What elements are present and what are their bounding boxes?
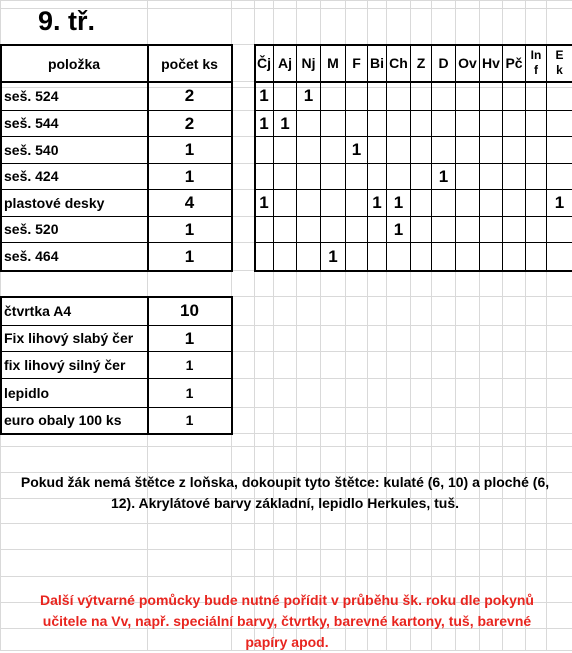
table-border [0, 270, 233, 272]
gridline [0, 523, 572, 524]
subject-cell[interactable] [368, 136, 386, 163]
subject-cell[interactable] [274, 163, 296, 189]
subject-cell[interactable] [255, 242, 273, 270]
subject-cell[interactable]: 1 [393, 193, 404, 212]
subject-cell[interactable] [411, 81, 431, 110]
subject-cell[interactable] [346, 242, 367, 270]
subject-cell[interactable] [368, 242, 386, 270]
count-cell[interactable]: 1 [184, 246, 195, 266]
subject-cell[interactable] [526, 189, 546, 216]
subject-cell[interactable]: 1 [372, 193, 382, 212]
subject-cell[interactable] [411, 136, 431, 163]
count-cell[interactable]: 1 [184, 219, 195, 239]
subject-header-3[interactable]: Nj [301, 55, 316, 71]
subject-cell[interactable] [411, 242, 431, 270]
subject-header-2[interactable]: Aj [278, 55, 292, 71]
subject-cell[interactable] [526, 136, 546, 163]
subject-cell[interactable] [411, 216, 431, 242]
subject-cell[interactable] [547, 136, 572, 163]
gridline [0, 549, 572, 550]
subject-cell[interactable] [387, 110, 410, 136]
count-cell[interactable]: 2 [184, 86, 195, 105]
subject-cell[interactable] [547, 110, 572, 136]
item-cell[interactable]: seš. 540 [4, 141, 59, 158]
subject-cell[interactable]: 1 [328, 246, 338, 266]
subject-cell[interactable] [480, 242, 502, 270]
subject-cell[interactable] [503, 242, 525, 270]
subject-header-14[interactable]: E k [555, 48, 564, 77]
subject-cell[interactable] [432, 216, 455, 242]
subject-cell[interactable]: 1 [280, 113, 290, 133]
subject-cell[interactable] [297, 110, 320, 136]
page-title[interactable]: 9. tř. [38, 5, 96, 36]
subject-cell[interactable] [321, 110, 345, 136]
extra-item-cell[interactable]: Fix lihový slabý čer [4, 330, 134, 346]
subject-cell[interactable]: 1 [259, 113, 269, 133]
subject-cell[interactable] [274, 189, 296, 216]
subject-header-11[interactable]: Hv [482, 55, 500, 71]
subject-cell[interactable] [503, 216, 525, 242]
subject-cell[interactable] [321, 163, 345, 189]
subject-cell[interactable] [503, 110, 525, 136]
header-count[interactable]: počet ks [161, 55, 218, 72]
subject-cell[interactable] [274, 216, 296, 242]
count-cell[interactable]: 2 [184, 113, 195, 133]
subject-cell[interactable] [411, 110, 431, 136]
subject-cell[interactable] [456, 242, 479, 270]
subject-cell[interactable] [297, 216, 320, 242]
subject-cell[interactable]: 1 [259, 193, 269, 212]
gridline [0, 0, 572, 1]
subject-cell[interactable] [480, 216, 502, 242]
subject-header-4[interactable]: M [327, 55, 339, 71]
subject-cell[interactable]: 1 [393, 219, 404, 239]
subject-cell[interactable] [368, 110, 386, 136]
subject-cell[interactable] [547, 216, 572, 242]
subject-cell[interactable] [346, 110, 367, 136]
subject-header-10[interactable]: Ov [458, 55, 477, 71]
header-item[interactable]: položka [47, 55, 101, 72]
subject-cell[interactable] [526, 242, 546, 270]
subject-cell[interactable] [321, 81, 345, 110]
subject-header-12[interactable]: Pč [505, 55, 523, 71]
subject-cell[interactable] [346, 216, 367, 242]
subject-cell[interactable] [255, 216, 273, 242]
table-border [231, 296, 233, 435]
subject-cell[interactable] [274, 81, 296, 110]
subject-cell[interactable] [346, 81, 367, 110]
subject-cell[interactable] [480, 110, 502, 136]
extra-item-cell[interactable]: lepidlo [4, 384, 50, 401]
subject-header-5[interactable]: F [352, 55, 361, 71]
subject-cell[interactable] [480, 81, 502, 110]
subject-cell[interactable] [432, 189, 455, 216]
extra-count-cell[interactable]: 1 [185, 384, 194, 401]
subject-cell[interactable] [456, 163, 479, 189]
subject-cell[interactable] [432, 81, 455, 110]
brushes-note[interactable]: Pokud žák nemá štětce z loňska, dokoupit tyto štětce: kulaté (6, 10) a ploché (6, 12). Akrylátové barvy základní, lepidlo Herkules, tuš. [20, 474, 550, 511]
art-supplies-note[interactable]: Další výtvarné pomůcky bude nutné pořídit v průběhu šk. roku dle pokynů učitele na Vv, např. speciální barvy, čtvrtky, barevné kartony, tuš, barevné papíry apod. [40, 592, 534, 650]
subject-cell[interactable]: 1 [554, 193, 565, 212]
subject-cell[interactable] [346, 189, 367, 216]
subject-cell[interactable]: 1 [351, 140, 362, 159]
subject-header-13[interactable]: In f [530, 48, 542, 77]
subject-cell[interactable] [432, 136, 455, 163]
extra-count-cell[interactable]: 1 [185, 356, 194, 373]
subject-cell[interactable] [456, 189, 479, 216]
subject-cell[interactable] [387, 81, 410, 110]
item-cell[interactable]: seš. 424 [4, 168, 59, 184]
subject-cell[interactable] [480, 189, 502, 216]
subject-cell[interactable] [456, 110, 479, 136]
subject-cell[interactable] [387, 163, 410, 189]
subject-header-9[interactable]: D [438, 55, 449, 71]
count-cell[interactable]: 4 [184, 193, 195, 212]
subject-cell[interactable] [321, 216, 345, 242]
subject-cell[interactable] [321, 189, 345, 216]
subject-cell[interactable] [411, 189, 431, 216]
subject-header-6[interactable]: Bi [370, 55, 384, 71]
subject-cell[interactable] [255, 136, 273, 163]
subject-cell[interactable] [526, 110, 546, 136]
subject-cell[interactable] [368, 163, 386, 189]
extra-count-cell[interactable]: 1 [185, 412, 194, 428]
subject-cell[interactable] [387, 242, 410, 270]
subject-cell[interactable] [368, 81, 386, 110]
subject-cell[interactable] [456, 136, 479, 163]
subject-cell[interactable] [411, 163, 431, 189]
item-cell[interactable]: seš. 464 [4, 248, 59, 264]
subject-cell[interactable] [255, 163, 273, 189]
subject-cell[interactable] [547, 242, 572, 270]
subject-cell[interactable] [480, 136, 502, 163]
extra-count-cell[interactable]: 10 [180, 301, 199, 320]
subject-cell[interactable] [274, 242, 296, 270]
subject-cell[interactable] [297, 136, 320, 163]
subject-cell[interactable] [456, 81, 479, 110]
subject-cell[interactable] [274, 136, 296, 163]
subject-cell[interactable] [503, 189, 525, 216]
subject-cell[interactable] [368, 216, 386, 242]
subject-cell[interactable] [432, 110, 455, 136]
count-cell[interactable]: 1 [184, 166, 195, 186]
subject-cell[interactable] [547, 81, 572, 110]
extra-count-cell[interactable]: 1 [184, 328, 195, 348]
count-cell[interactable]: 1 [184, 140, 195, 159]
subject-cell[interactable] [503, 81, 525, 110]
subject-cell[interactable]: 1 [259, 86, 269, 105]
gridline [0, 576, 572, 577]
table-border [231, 44, 233, 272]
table-border [0, 433, 233, 435]
subject-header-8[interactable]: Z [416, 55, 426, 71]
extra-item-cell[interactable]: fix lihový silný čer [4, 356, 126, 373]
subject-cell[interactable] [321, 136, 345, 163]
extra-item-cell[interactable]: euro obaly 100 ks [4, 412, 122, 428]
item-cell[interactable]: plastové desky [4, 194, 105, 211]
gridline [0, 446, 572, 447]
subject-cell[interactable] [480, 163, 502, 189]
subject-cell[interactable] [547, 163, 572, 189]
subject-header-1[interactable]: Čj [257, 55, 271, 71]
subject-cell[interactable] [297, 189, 320, 216]
subject-header-7[interactable]: Ch [389, 55, 408, 71]
subject-cell[interactable] [503, 136, 525, 163]
item-cell[interactable]: seš. 524 [4, 87, 59, 104]
subject-cell[interactable] [456, 216, 479, 242]
subject-cell[interactable] [503, 163, 525, 189]
subject-cell[interactable] [297, 163, 320, 189]
subject-cell[interactable] [346, 163, 367, 189]
item-cell[interactable]: seš. 520 [4, 221, 59, 237]
subject-cell[interactable] [297, 242, 320, 270]
item-cell[interactable]: seš. 544 [4, 115, 59, 131]
subject-cell[interactable] [387, 136, 410, 163]
subject-cell[interactable] [526, 163, 546, 189]
subject-cell[interactable]: 1 [438, 166, 449, 186]
subject-cell[interactable] [526, 81, 546, 110]
subject-cell[interactable] [526, 216, 546, 242]
extra-item-cell[interactable]: čtvrtka A4 [4, 302, 72, 319]
subject-cell[interactable] [432, 242, 455, 270]
subject-cell[interactable]: 1 [303, 86, 314, 105]
